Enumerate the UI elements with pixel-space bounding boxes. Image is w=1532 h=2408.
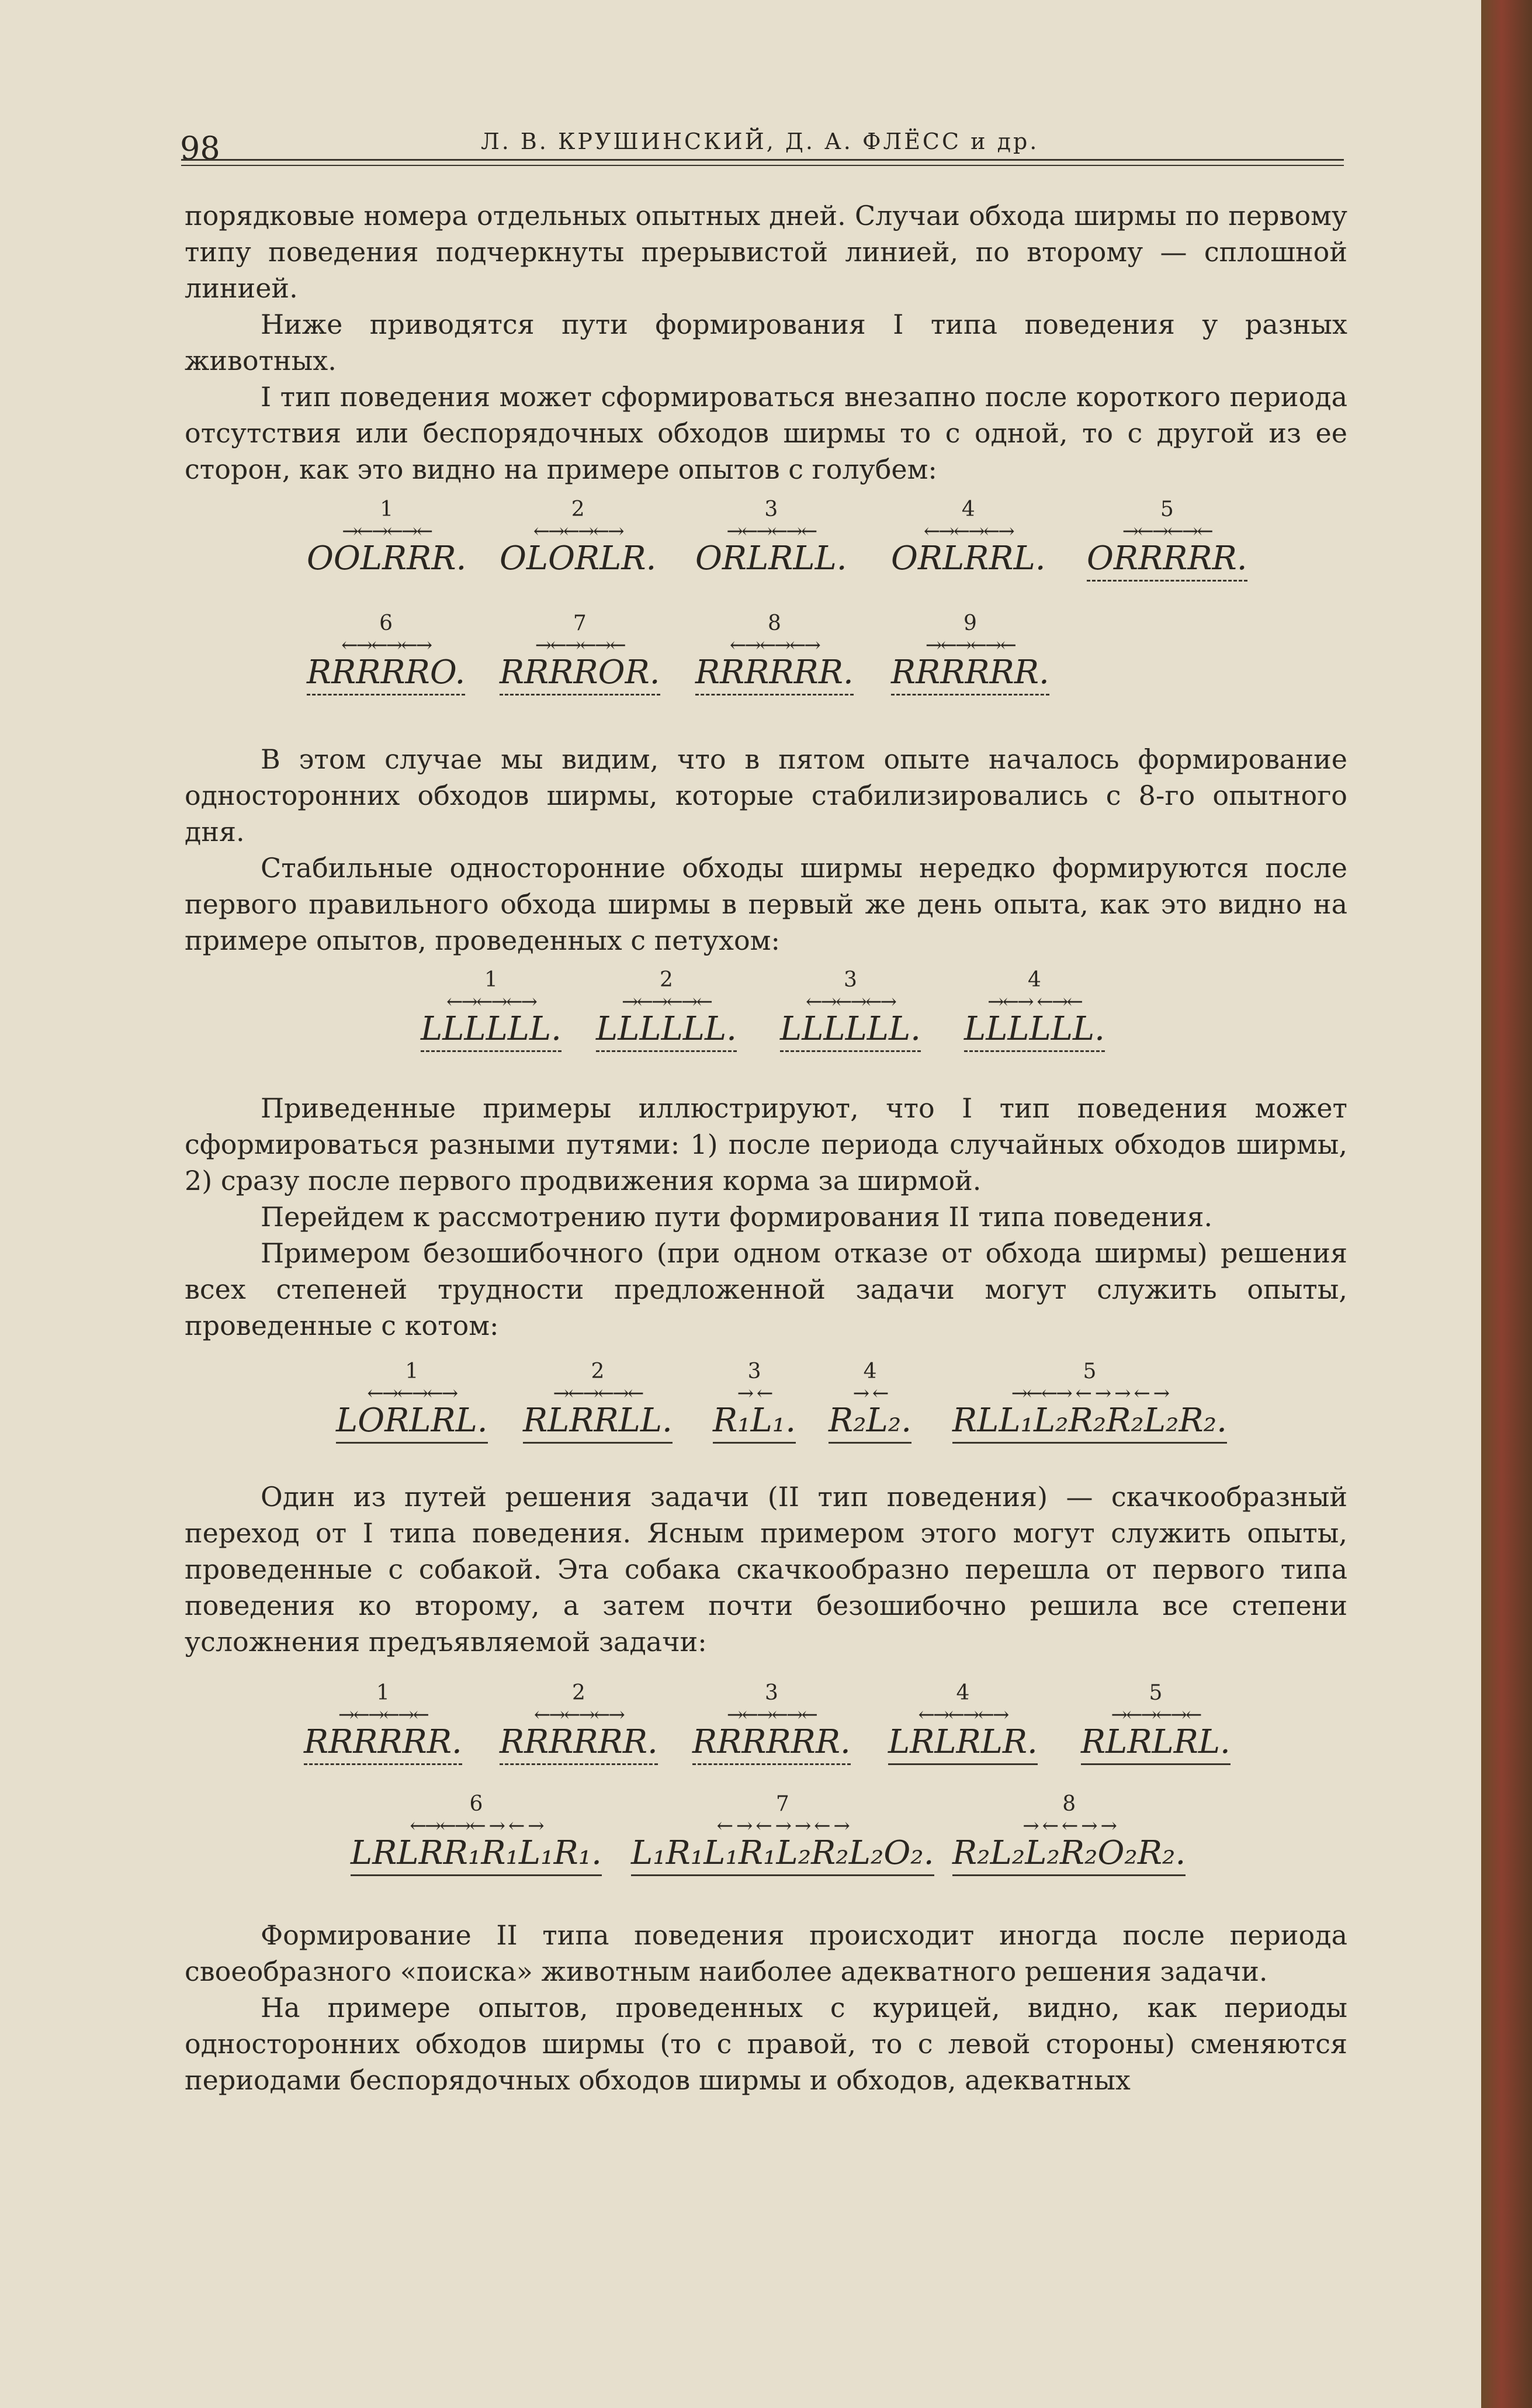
sequence-text: LLLLLL.: [596, 1011, 737, 1052]
text-block-hen: [185, 1917, 1347, 2098]
direction-arrows: →←→←→←: [535, 634, 625, 657]
sequence-text: R₂L₂L₂R₂O₂R₂.: [952, 1835, 1186, 1876]
sequence-item: [523, 1359, 673, 1444]
day-number: 6: [469, 1792, 483, 1816]
direction-arrows: → ←: [737, 1382, 772, 1405]
sequence-text: LLLLLL.: [964, 1011, 1105, 1052]
running-head: Л. В. КРУШИНСКИЙ, Д. А. ФЛЁСС и др.: [481, 129, 1039, 154]
sequence-item: [829, 1359, 911, 1444]
sequence-text: RLRRLL.: [523, 1402, 673, 1444]
sequence-text: LRLRLR.: [888, 1724, 1038, 1765]
sequence-item: [336, 1359, 488, 1444]
sequence-text: ORLRRL.: [891, 539, 1046, 577]
sequence-item: [891, 611, 1049, 696]
sequence-text: R₂L₂.: [829, 1402, 911, 1444]
day-number: 5: [1160, 497, 1174, 521]
sequence-text: LORLRL.: [336, 1402, 488, 1444]
direction-arrows: ←→←→←→: [446, 990, 536, 1013]
direction-arrows: ←→←→←→: [367, 1382, 457, 1405]
sequence-item: [952, 1359, 1227, 1444]
day-number: 3: [747, 1359, 761, 1383]
text-block-dog: [185, 1479, 1347, 1660]
day-number: 6: [379, 611, 393, 635]
day-number: 8: [767, 611, 781, 635]
sequence-item: [596, 967, 737, 1052]
direction-arrows: →←→←→←: [622, 990, 711, 1013]
direction-arrows: →←→←→←: [925, 634, 1015, 657]
day-number: 1: [484, 968, 498, 992]
sequence-text: RRRRRR.: [891, 654, 1049, 696]
sequence-item: [692, 1680, 851, 1765]
sequence-text: L₁R₁L₁R₁L₂R₂L₂O₂.: [631, 1835, 934, 1876]
day-number: 4: [863, 1359, 877, 1383]
direction-arrows: →←→←→←: [342, 520, 432, 543]
paragraph: Один из путей решения задачи (II тип поведения) — скачкообразный переход от I типа поведения. Ясным примером этого могут служить опыты, проведенные с собакой. Эта собака скачкообразно перешла от первого типа поведения ко второму, а затем почти безошибочно решила все степени усложнения предъявляемой задачи:: [185, 1481, 1347, 1658]
direction-arrows: →←→←→←: [338, 1703, 428, 1727]
sequence-row-dog-2: [0, 1791, 1481, 1891]
day-number: 3: [764, 1681, 778, 1705]
direction-arrows: →←→←→←: [726, 1703, 816, 1727]
sequence-item: [307, 611, 465, 696]
book-edge: [1481, 0, 1532, 2408]
sequence-item: [780, 967, 921, 1052]
direction-arrows: ←→←→←→: [806, 990, 895, 1013]
day-number: 1: [376, 1681, 390, 1705]
direction-arrows: ←→←→←→: [341, 634, 431, 657]
sequence-row-dog-1: [0, 1680, 1481, 1780]
direction-arrows: ←→←→←→: [533, 520, 623, 543]
sequence-row-cat: [0, 1359, 1481, 1458]
paragraph: Стабильные односторонние обходы ширмы нередко формируются после первого правильного обхода ширмы в первый же день опыта, как это видно на примере опытов, проведенных с петухом:: [185, 852, 1347, 956]
sequence-text: OLORLR.: [500, 539, 657, 577]
text-block-intro: [185, 198, 1347, 487]
direction-arrows: →←→ ←→←: [987, 990, 1082, 1013]
day-number: 4: [961, 497, 975, 521]
sequence-item: [307, 497, 466, 580]
day-number: 3: [764, 497, 778, 521]
day-number: 2: [660, 968, 673, 992]
sequence-text: RRRROR.: [500, 654, 660, 696]
sequence-item: [304, 1680, 462, 1765]
sequence-text: RLL₁L₂R₂R₂L₂R₂.: [952, 1402, 1227, 1444]
day-number: 3: [844, 968, 857, 992]
day-number: 2: [571, 1681, 585, 1705]
sequence-row-pigeon-1: [0, 497, 1481, 596]
direction-arrows: ←→←→←→: [533, 1703, 623, 1727]
direction-arrows: ←→←→←→: [923, 520, 1013, 543]
sequence-text: LLLLLL.: [780, 1011, 921, 1052]
paragraph: Перейдем к рассмотрению пути формирования II типа поведения.: [261, 1201, 1213, 1233]
page-header: [180, 123, 1343, 167]
direction-arrows: ← → ← → → ← →: [716, 1814, 848, 1838]
day-number: 9: [963, 611, 977, 635]
sequence-item: [891, 497, 1046, 580]
sequence-text: ORRRRR.: [1087, 540, 1247, 582]
day-number: 2: [571, 497, 585, 521]
paragraph: порядковые номера отдельных опытных дней. Случаи обхода ширмы по первому типу поведения подчеркнуты прерывистой линией, по второму — сплошной линией.: [185, 200, 1347, 304]
day-number: 1: [405, 1359, 419, 1383]
sequence-item: [500, 1680, 658, 1765]
paragraph: Ниже приводятся пути формирования I типа поведения у разных животных.: [185, 309, 1347, 376]
sequence-text: OOLRRR.: [307, 539, 467, 577]
paragraph: I тип поведения может сформироваться внезапно после короткого периода отсутствия или беспорядочных обходов ширмы то с одной, то с другой из ее сторон, как это видно на примере опытов с голубем:: [185, 381, 1347, 485]
header-rule: [181, 159, 1344, 161]
sequence-text: RLRLRL.: [1081, 1724, 1231, 1765]
day-number: 7: [573, 611, 587, 635]
direction-arrows: ←→←→←→: [729, 634, 819, 657]
sequence-text: RRRRRR.: [695, 654, 854, 696]
sequence-item: [500, 611, 660, 696]
day-number: 8: [1062, 1792, 1076, 1816]
paragraph: Приведенные примеры иллюстрируют, что I тип поведения может сформироваться разными путями: 1) после периода случайных обходов ширмы, 2) сразу после первого продвижения корма за ширмой.: [185, 1092, 1347, 1196]
sequence-text: R₁L₁.: [713, 1402, 796, 1444]
paragraph: На примере опытов, проведенных с курицей, видно, как периоды односторонних обходов ширмы (то с правой, то с левой стороны) сменяются периодами беспорядочных обходов ширмы и обходов, адекватных: [185, 1992, 1347, 2096]
day-number: 2: [591, 1359, 605, 1383]
sequence-item: [695, 611, 854, 696]
day-number: 7: [775, 1792, 789, 1816]
sequence-text: RRRRRR.: [304, 1724, 462, 1765]
sequence-item: [888, 1680, 1038, 1765]
sequence-text: LLLLLL.: [421, 1011, 561, 1052]
paragraph: Примером безошибочного (при одном отказе от обхода ширмы) решения всех степеней трудности предложенной задачи могут служить опыты, проведенные с котом:: [185, 1237, 1347, 1341]
sequence-text: LRLRR₁R₁L₁R₁.: [351, 1835, 602, 1876]
sequence-item: [695, 497, 847, 580]
page-number: 98: [180, 130, 220, 167]
sequence-item: [1087, 497, 1247, 582]
sequence-text: RRRRRR.: [500, 1724, 658, 1765]
sequence-item: [713, 1359, 796, 1444]
day-number: 1: [380, 497, 394, 521]
direction-arrows: ←→←→← → ← →: [410, 1814, 543, 1838]
direction-arrows: →←←→ ← → → ← →: [1011, 1382, 1169, 1405]
sequence-item: [952, 1791, 1186, 1876]
sequence-item: [421, 967, 561, 1052]
direction-arrows: →←→←→←: [1111, 1703, 1201, 1727]
direction-arrows: →←→←→←: [553, 1382, 643, 1405]
sequence-item: [500, 497, 656, 580]
paragraph: В этом случае мы видим, что в пятом опыте началось формирование односторонних обходов ширмы, которые стабилизировались с 8-го опытного дня.: [185, 743, 1347, 847]
sequence-row-rooster: [0, 967, 1481, 1067]
day-number: 5: [1083, 1359, 1097, 1383]
sequence-row-pigeon-2: [0, 611, 1481, 710]
paragraph: Формирование II типа поведения происходит иногда после периода своеобразного «поиска» животным наиболее адекватного решения задачи.: [185, 1919, 1347, 1987]
direction-arrows: → ←: [852, 1382, 888, 1405]
sequence-item: [1081, 1680, 1231, 1765]
sequence-item: [631, 1791, 934, 1876]
sequence-text: ORLRLL.: [695, 539, 847, 577]
direction-arrows: →←→←→←: [726, 520, 816, 543]
direction-arrows: ←→←→←→: [918, 1703, 1008, 1727]
day-number: 4: [956, 1681, 970, 1705]
sequence-item: [351, 1791, 602, 1876]
sequence-text: RRRRRR.: [692, 1724, 851, 1765]
day-number: 5: [1149, 1681, 1163, 1705]
text-block-rooster: [185, 741, 1347, 959]
direction-arrows: →←→←→←: [1122, 520, 1212, 543]
sequence-text: RRRRRO.: [307, 654, 465, 696]
sequence-item: [964, 967, 1105, 1052]
text-block-cat: [185, 1090, 1347, 1344]
day-number: 4: [1028, 968, 1041, 992]
header-rule-second: [181, 165, 1344, 166]
direction-arrows: → ← ← → →: [1023, 1814, 1115, 1838]
